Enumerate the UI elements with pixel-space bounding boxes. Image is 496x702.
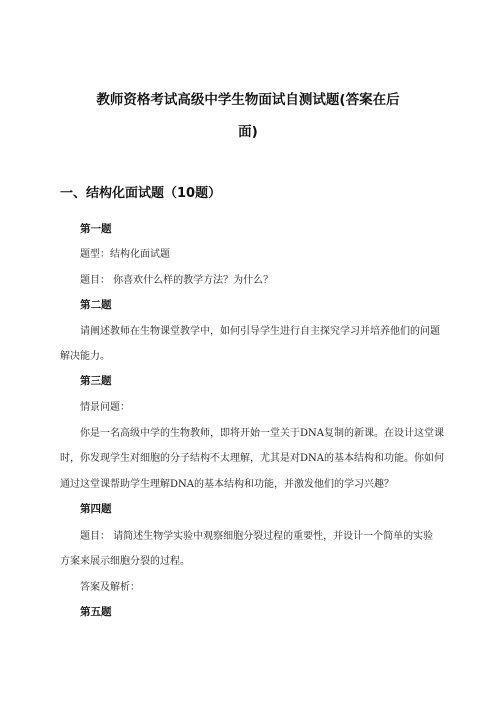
question-2-heading: 第二题: [80, 299, 112, 311]
question-3-text-line-1: 你是一名高级中学的生物教师，即将开始一堂关于DNA复制的新课。在设计这堂课: [80, 428, 444, 439]
question-4-text-line-1: 题目： 请简述生物学实验中观察细胞分裂过程的重要性，并设计一个简单的实验: [80, 531, 434, 542]
question-3-text-line-3: 通过这堂课帮助学生理解DNA的基本结构和功能，并激发他们的学习兴趣？: [60, 479, 394, 490]
document-title-line-1: 教师资格考试高级中学生物面试自测试题(答案在后: [96, 92, 400, 108]
question-4-answer-label: 答案及解析：: [80, 582, 140, 593]
question-1-heading: 第一题: [80, 223, 112, 235]
question-1-type: 题型：结构化面试题: [80, 249, 170, 260]
section-heading: 一、结构化面试题（10题）: [60, 186, 222, 201]
question-2-text-line-2: 解决能力。: [60, 351, 110, 362]
question-3-heading: 第三题: [80, 375, 112, 387]
question-3-text-line-2: 时，你发现学生对细胞的分子结构不太理解，尤其是对DNA的基本结构和功能。你如何: [60, 453, 444, 464]
question-1-prompt: 题目： 你喜欢什么样的教学方法？为什么？: [80, 275, 274, 286]
document-title-line-2: 面): [238, 124, 258, 140]
question-4-heading: 第四题: [80, 503, 112, 515]
question-2-text-line-1: 请阐述教师在生物课堂教学中，如何引导学生进行自主探究学习并培养他们的问题: [80, 326, 440, 337]
question-4-text-line-2: 方案来展示细胞分裂的过程。: [60, 556, 190, 567]
question-5-heading: 第五题: [80, 606, 112, 618]
question-3-label: 情景问题：: [80, 402, 130, 413]
